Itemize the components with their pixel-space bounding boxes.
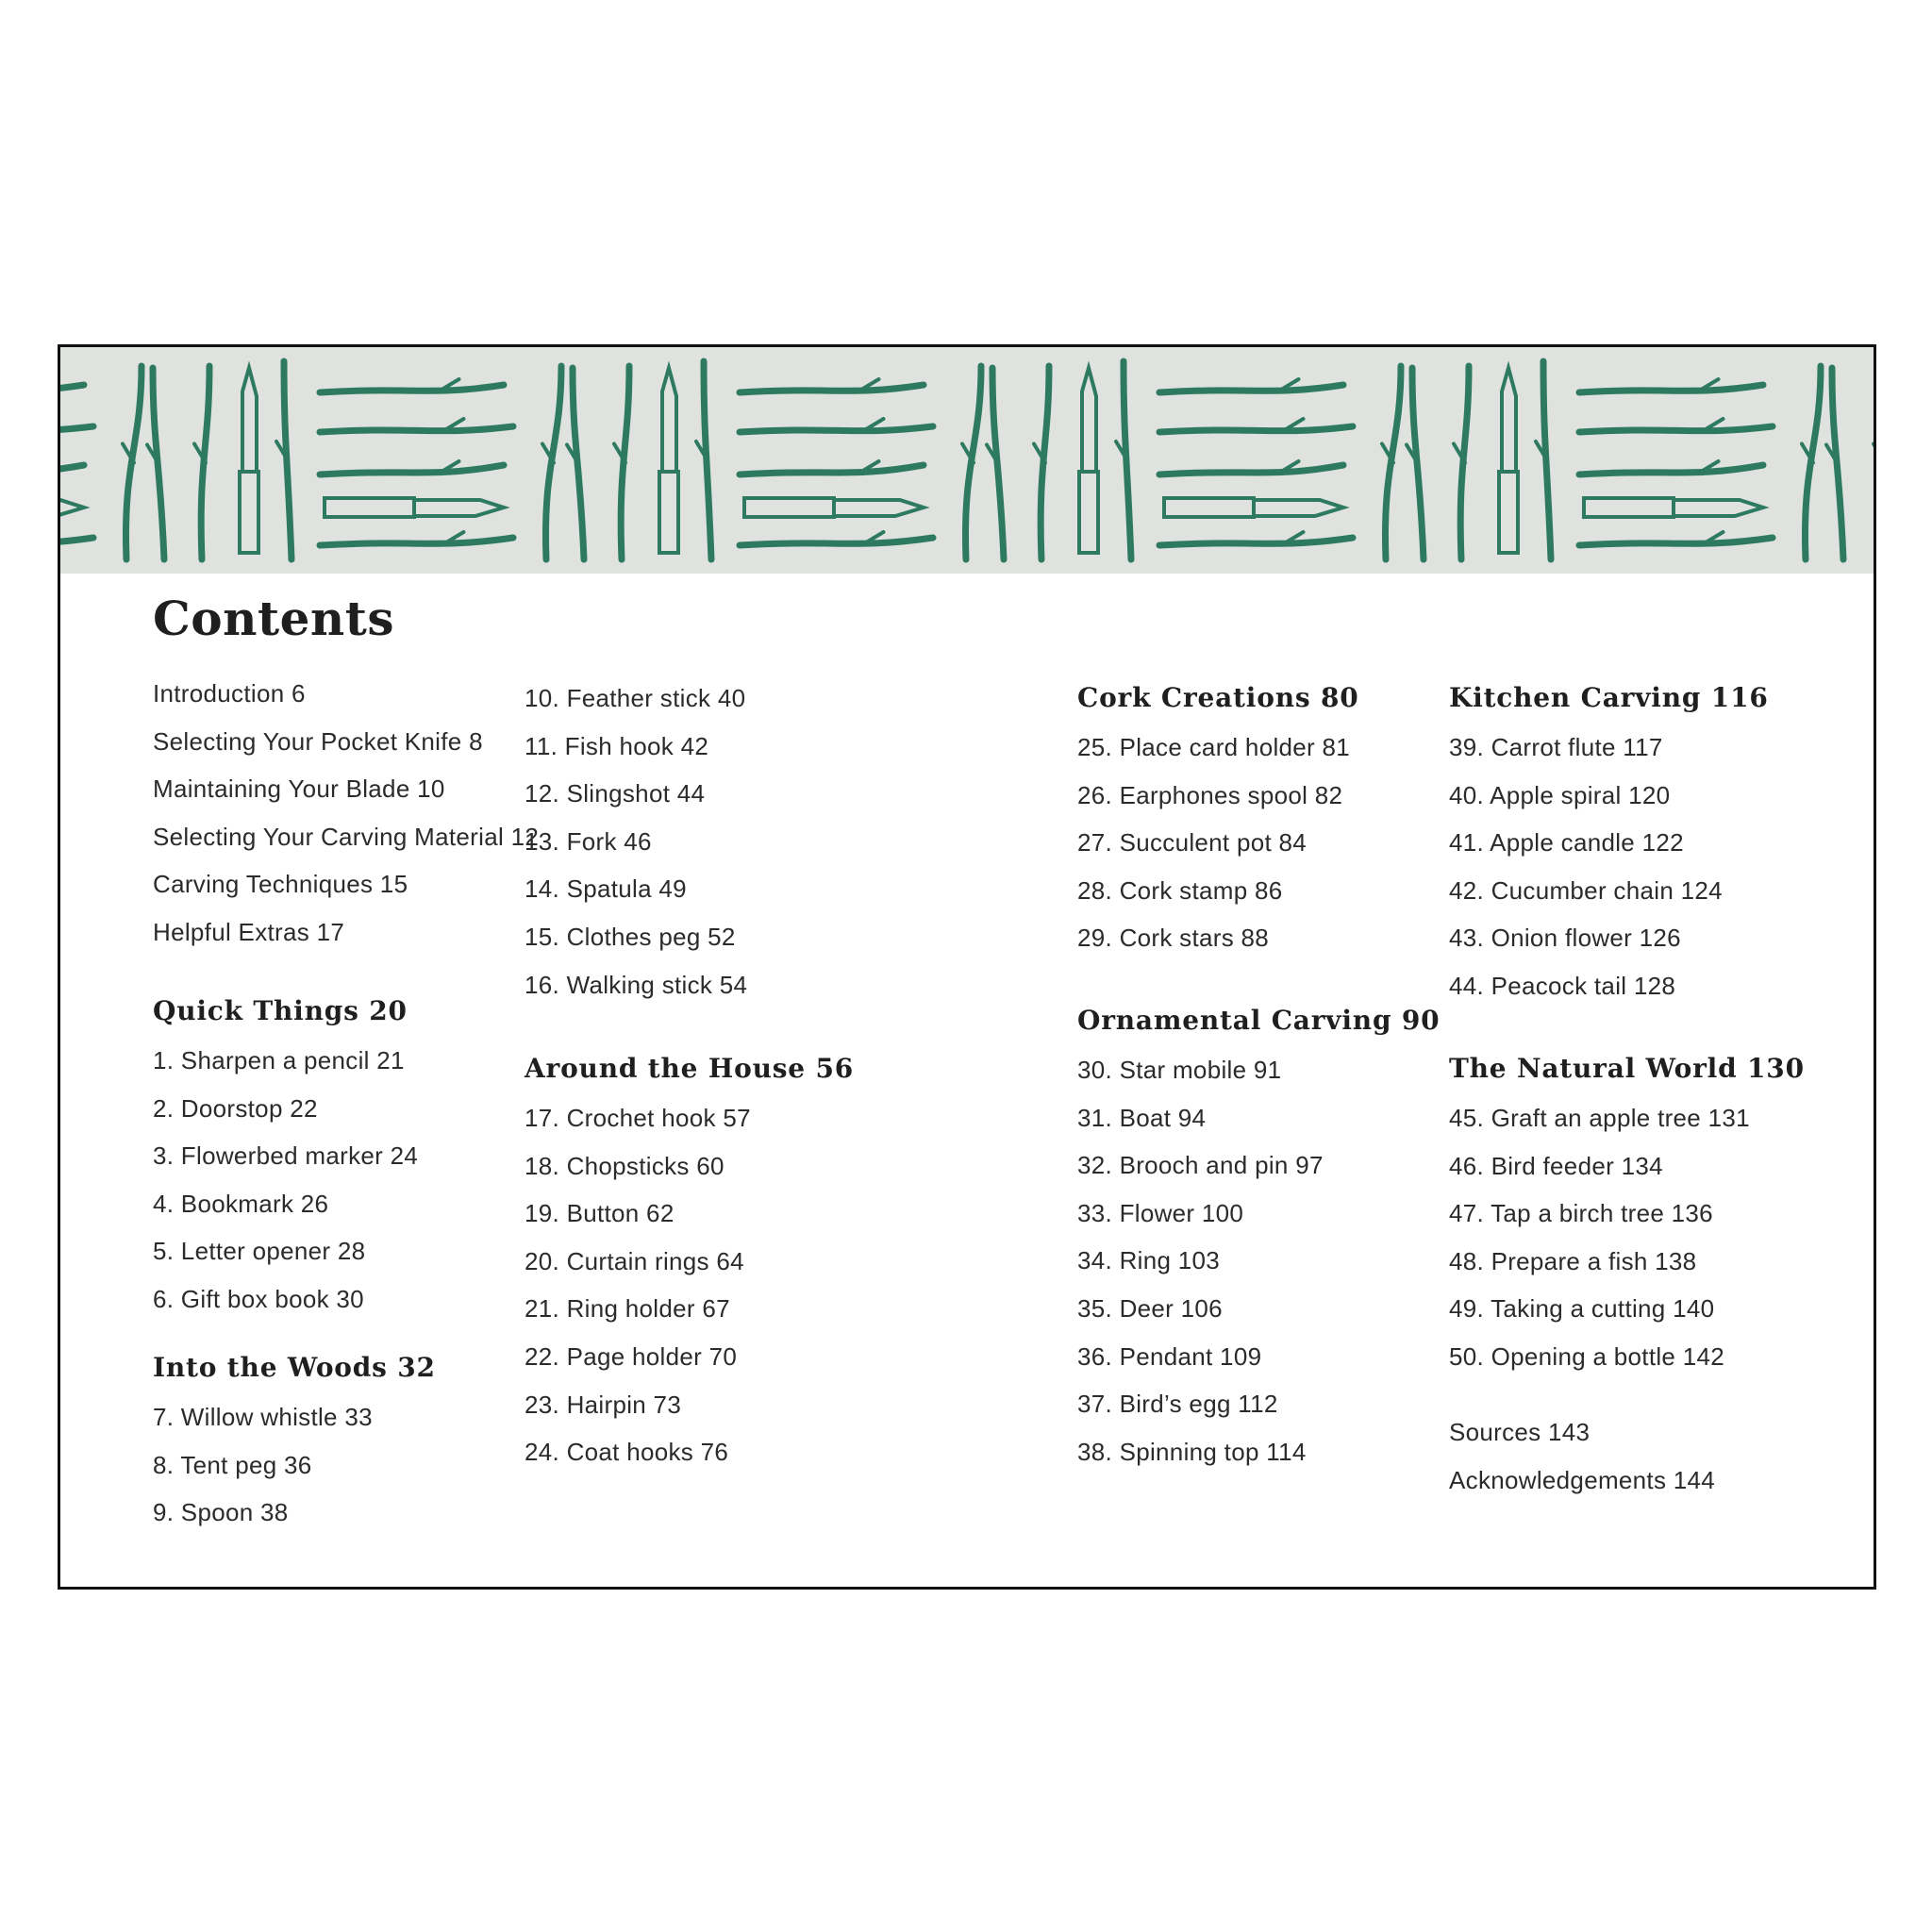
toc-entry: 11. Fish hook 42 [525,731,709,760]
toc-entry: 39. Carrot flute 117 [1449,733,1663,761]
horizontal-stick-icon [320,385,504,392]
vertical-knife-icon [1502,368,1516,472]
contents-page-frame [58,344,1876,1590]
toc-entry: 34. Ring 103 [1077,1246,1221,1275]
horizontal-stick-icon [1579,426,1773,432]
toc-entry: 40. Apple spiral 120 [1449,780,1671,809]
horizontal-knife-icon [1584,498,1674,517]
toc-entry: 20. Curtain rings 64 [525,1246,744,1275]
horizontal-stick-icon [1159,538,1353,545]
toc-entry: 14. Spatula 49 [525,874,687,904]
section-heading: Kitchen Carving 116 [1449,682,1769,713]
toc-entry: 7. Willow whistle 33 [153,1403,373,1431]
toc-entry: 9. Spoon 38 [153,1498,289,1527]
vertical-knife-icon [242,368,257,472]
horizontal-stick-icon [1159,426,1353,432]
toc-entry: 35. Deer 106 [1077,1294,1223,1323]
toc-entry: 18. Chopsticks 60 [525,1151,724,1180]
toc-entry: 49. Taking a cutting 140 [1449,1294,1715,1324]
toc-entry: Sources 143 [1449,1418,1591,1446]
horizontal-stick-icon [1579,385,1763,392]
section-heading: Cork Creations 80 [1077,682,1359,713]
vertical-knife-icon [1082,368,1096,472]
toc-entry: Introduction 6 [153,679,306,708]
toc-entry: 28. Cork stamp 86 [1077,875,1283,905]
toc-entry: 3. Flowerbed marker 24 [153,1141,419,1171]
toc-entry: 16. Walking stick 54 [525,970,748,999]
toc-entry: 31. Boat 94 [1077,1103,1207,1132]
toc-entry: 37. Bird’s egg 112 [1077,1390,1278,1419]
toc-entry: 19. Button 62 [525,1199,675,1228]
horizontal-stick-icon [320,538,513,545]
toc-entry: 23. Hairpin 73 [525,1390,682,1419]
toc-entry: Carving Techniques 15 [153,870,408,899]
horizontal-stick-icon [740,538,933,545]
toc-entry: 32. Brooch and pin 97 [1077,1151,1324,1180]
toc-entry: 6. Gift box book 30 [153,1285,364,1313]
toc-entry: 21. Ring holder 67 [525,1294,730,1324]
horizontal-stick-icon [60,465,84,475]
vertical-knife-icon [662,368,676,472]
toc-entry: 15. Clothes peg 52 [525,923,736,951]
section-heading: Ornamental Carving 90 [1077,1005,1441,1036]
horizontal-stick-icon [740,465,924,475]
toc-entry: 47. Tap a birch tree 136 [1449,1199,1713,1228]
toc-entry: 17. Crochet hook 57 [525,1104,751,1132]
horizontal-knife-icon [325,498,414,517]
toc-entry: 29. Cork stars 88 [1077,924,1270,953]
toc-entry: 44. Peacock tail 128 [1449,972,1676,1000]
toc-entry: 36. Pendant 109 [1077,1341,1262,1371]
toc-entry: 45. Graft an apple tree 131 [1449,1104,1750,1132]
toc-entry: 10. Feather stick 40 [525,684,746,712]
toc-entry: 26. Earphones spool 82 [1077,780,1343,809]
toc-entry: 12. Slingshot 44 [525,779,706,808]
toc-entry: 24. Coat hooks 76 [525,1438,729,1467]
toc-entry: 2. Doorstop 22 [153,1093,318,1123]
toc-entry: 38. Spinning top 114 [1077,1437,1307,1466]
horizontal-knife-icon [744,498,834,517]
decorative-banner [60,347,1874,574]
toc-entry: 41. Apple candle 122 [1449,828,1684,858]
horizontal-stick-icon [60,426,93,432]
horizontal-stick-icon [1159,465,1343,475]
toc-entry: Selecting Your Pocket Knife 8 [153,726,483,756]
sticks-knife-pattern [60,347,1874,574]
toc-entry: 30. Star mobile 91 [1077,1056,1282,1084]
toc-entry: Acknowledgements 144 [1449,1465,1716,1494]
toc-entry: 27. Succulent pot 84 [1077,828,1307,858]
horizontal-stick-icon [1579,538,1773,545]
toc-entry: 4. Bookmark 26 [153,1189,329,1218]
toc-entry: 50. Opening a bottle 142 [1449,1342,1724,1371]
toc-entry: 46. Bird feeder 134 [1449,1151,1663,1180]
horizontal-stick-icon [320,465,504,475]
horizontal-stick-icon [60,385,84,392]
page-title: Contents [153,591,395,646]
section-heading: The Natural World 130 [1449,1053,1805,1084]
toc-entry: 8. Tent peg 36 [153,1450,312,1479]
horizontal-stick-icon [740,385,924,392]
section-heading: Into the Woods 32 [153,1352,436,1383]
section-heading: Quick Things 20 [153,995,408,1026]
toc-entry: 33. Flower 100 [1077,1198,1244,1227]
horizontal-stick-icon [740,426,933,432]
horizontal-knife-icon [1164,498,1254,517]
toc-entry: Helpful Extras 17 [153,918,345,946]
toc-entry: Maintaining Your Blade 10 [153,774,445,804]
section-heading: Around the House 56 [525,1053,855,1084]
horizontal-stick-icon [1579,465,1763,475]
horizontal-stick-icon [60,538,93,545]
toc-entry: 1. Sharpen a pencil 21 [153,1046,405,1074]
horizontal-stick-icon [320,426,513,432]
toc-entry: 48. Prepare a fish 138 [1449,1246,1697,1275]
horizontal-stick-icon [1159,385,1343,392]
toc-entry: 22. Page holder 70 [525,1342,738,1371]
toc-entry: 13. Fork 46 [525,826,652,856]
toc-entry: Selecting Your Carving Material 12 [153,822,540,851]
toc-entry: 43. Onion flower 126 [1449,924,1681,953]
toc-entry: 5. Letter opener 28 [153,1237,366,1266]
toc-entry: 42. Cucumber chain 124 [1449,875,1723,905]
toc-entry: 25. Place card holder 81 [1077,733,1351,761]
